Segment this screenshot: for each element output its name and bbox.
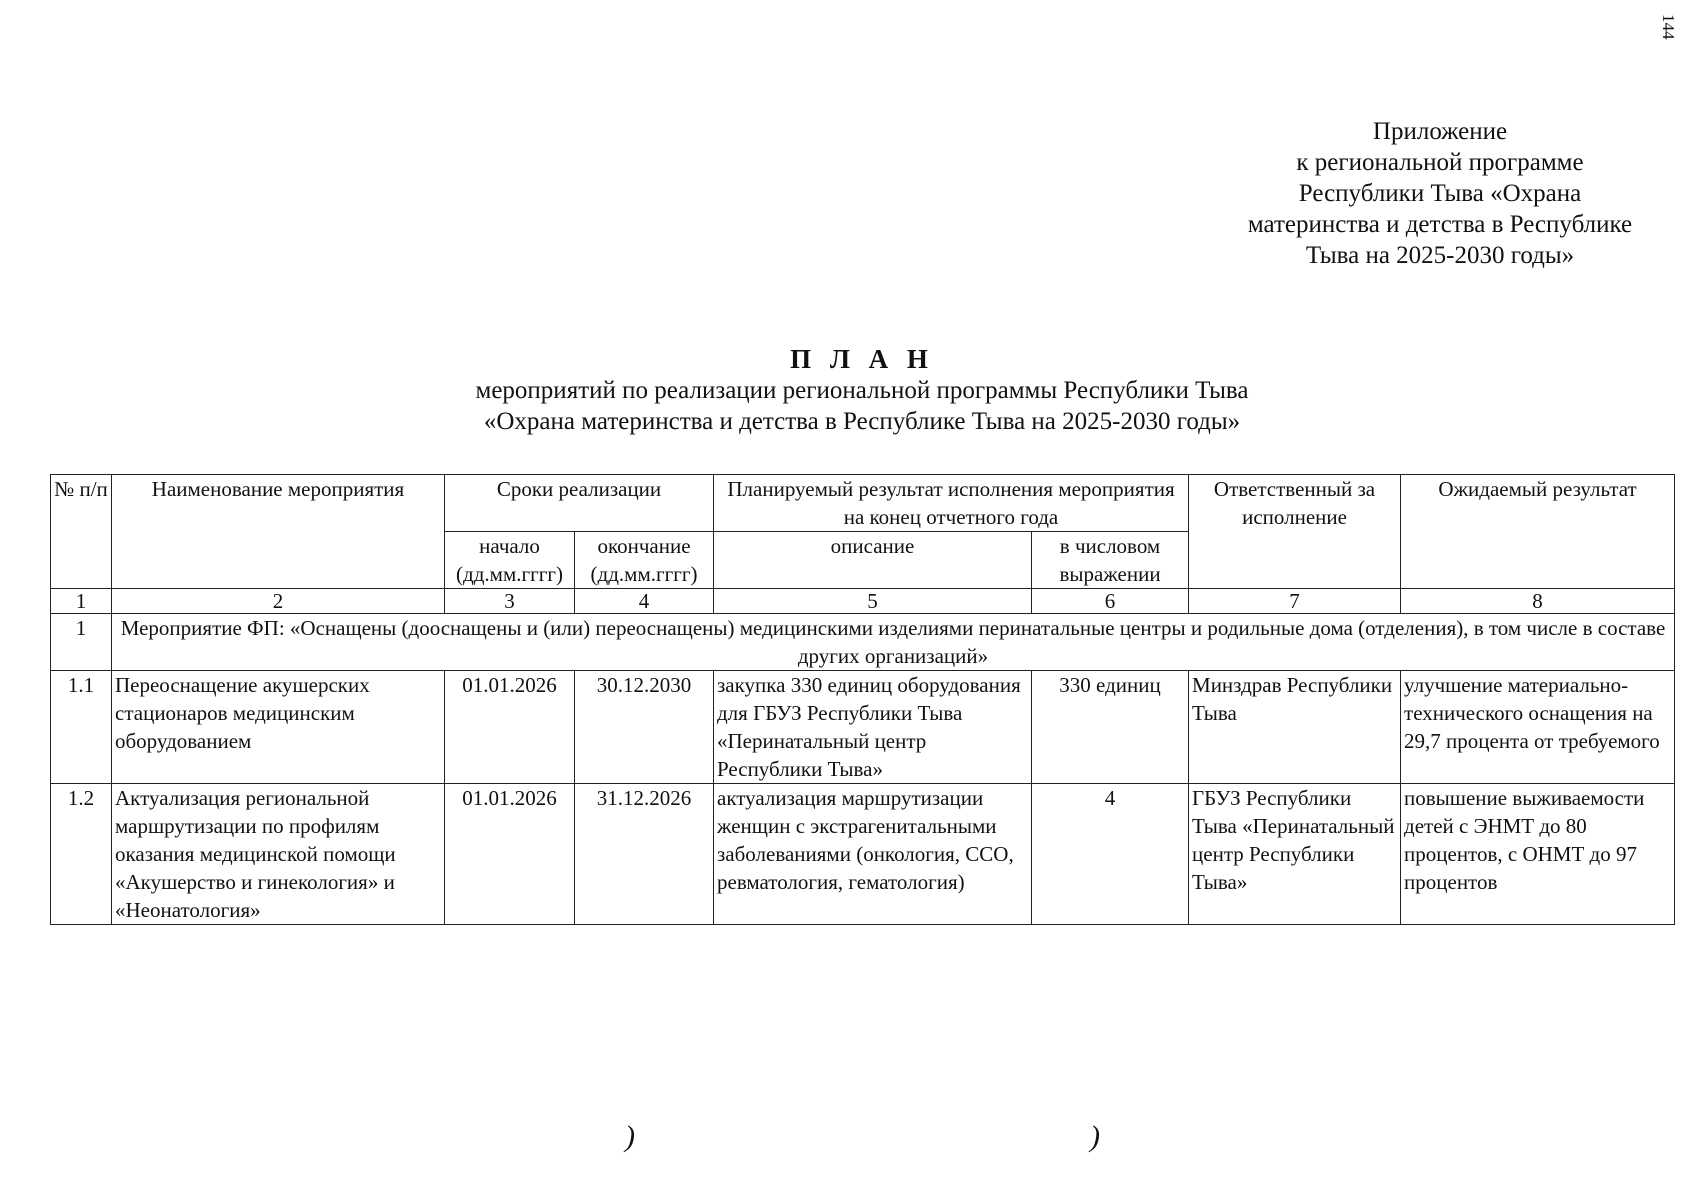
plan-title [50, 344, 1674, 437]
header-name: Наименование мероприятия [112, 475, 445, 589]
column-number: 4 [575, 589, 714, 614]
table-row [51, 784, 1675, 925]
row-expected: повышение выживаемости детей с ЭНМТ до 80 процентов, с ОНМТ до 97 процентов [1401, 784, 1675, 925]
section-num: 1 [51, 614, 112, 671]
row-name: Переоснащение акушерских стационаров медицинским оборудованием [112, 671, 445, 784]
row-start: 01.01.2026 [445, 784, 575, 925]
appendix-line: к региональной программе [1296, 149, 1584, 176]
row-numeric: 330 единиц [1032, 671, 1189, 784]
header-numeric: в числовом выражении [1032, 532, 1189, 589]
section-row [51, 614, 1675, 671]
header-start: начало (дд.мм.гггг) [445, 532, 575, 589]
row-num: 1.2 [51, 784, 112, 925]
column-number: 3 [445, 589, 575, 614]
header-planned: Планируемый результат исполнения мероприятия на конец отчетного года [714, 475, 1189, 532]
appendix-line: Приложение [1372, 118, 1508, 145]
row-end: 31.12.2026 [575, 784, 714, 925]
plan-title-line: «Охрана материнства и детства в Республике Тыва на 2025-2030 годы» [483, 408, 1241, 435]
column-number: 5 [714, 589, 1032, 614]
table-row [51, 671, 1675, 784]
header-responsible: Ответственный за исполнение [1189, 475, 1401, 589]
header-num: № п/п [51, 475, 112, 589]
row-numeric: 4 [1032, 784, 1189, 925]
column-number: 8 [1401, 589, 1675, 614]
row-num: 1.1 [51, 671, 112, 784]
appendix-header [1210, 116, 1670, 271]
signature-mark: ) [1090, 1120, 1100, 1153]
section-title: Мероприятие ФП: «Оснащены (дооснащены и (или) переоснащены) медицинскими изделиями перинатальные центры и родильные дома (отделения), в том числе в составе других организаций» [112, 614, 1675, 671]
row-responsible: ГБУЗ Республики Тыва «Перинатальный центр Республики Тыва» [1189, 784, 1401, 925]
column-number: 6 [1032, 589, 1189, 614]
header-terms: Сроки реализации [445, 475, 714, 532]
header-description: описание [714, 532, 1032, 589]
column-number: 2 [112, 589, 445, 614]
column-number: 7 [1189, 589, 1401, 614]
row-description: актуализация маршрутизации женщин с экстрагенитальными заболеваниями (онкология, ССО, ревматология, гематология) [714, 784, 1032, 925]
row-expected: улучшение материально-технического оснащения на 29,7 процента от требуемого [1401, 671, 1675, 784]
column-number: 1 [51, 589, 112, 614]
row-description: закупка 330 единиц оборудования для ГБУЗ Республики Тыва «Перинатальный центр Республики Тыва» [714, 671, 1032, 784]
row-start: 01.01.2026 [445, 671, 575, 784]
appendix-line: Тыва на 2025-2030 годы» [1305, 242, 1575, 269]
appendix-line: материнства и детства в Республике [1247, 211, 1633, 238]
row-name: Актуализация региональной маршрутизации по профилям оказания медицинской помощи «Акушерство и гинекология» и «Неонатология» [112, 784, 445, 925]
plan-title-line: мероприятий по реализации региональной программы Республики Тыва [475, 377, 1249, 404]
appendix-line: Республики Тыва «Охрана [1298, 180, 1582, 207]
table-header-row [51, 475, 1675, 532]
row-responsible: Минздрав Республики Тыва [1189, 671, 1401, 784]
row-end: 30.12.2030 [575, 671, 714, 784]
plan-title-word: П Л А Н [790, 344, 934, 374]
column-number-row [51, 589, 1675, 614]
header-end: окончание (дд.мм.гггг) [575, 532, 714, 589]
signature-mark: ) [625, 1120, 635, 1153]
page-number: 144 [1659, 14, 1678, 40]
header-expected: Ожидаемый результат [1401, 475, 1675, 589]
plan-table [50, 474, 1675, 925]
